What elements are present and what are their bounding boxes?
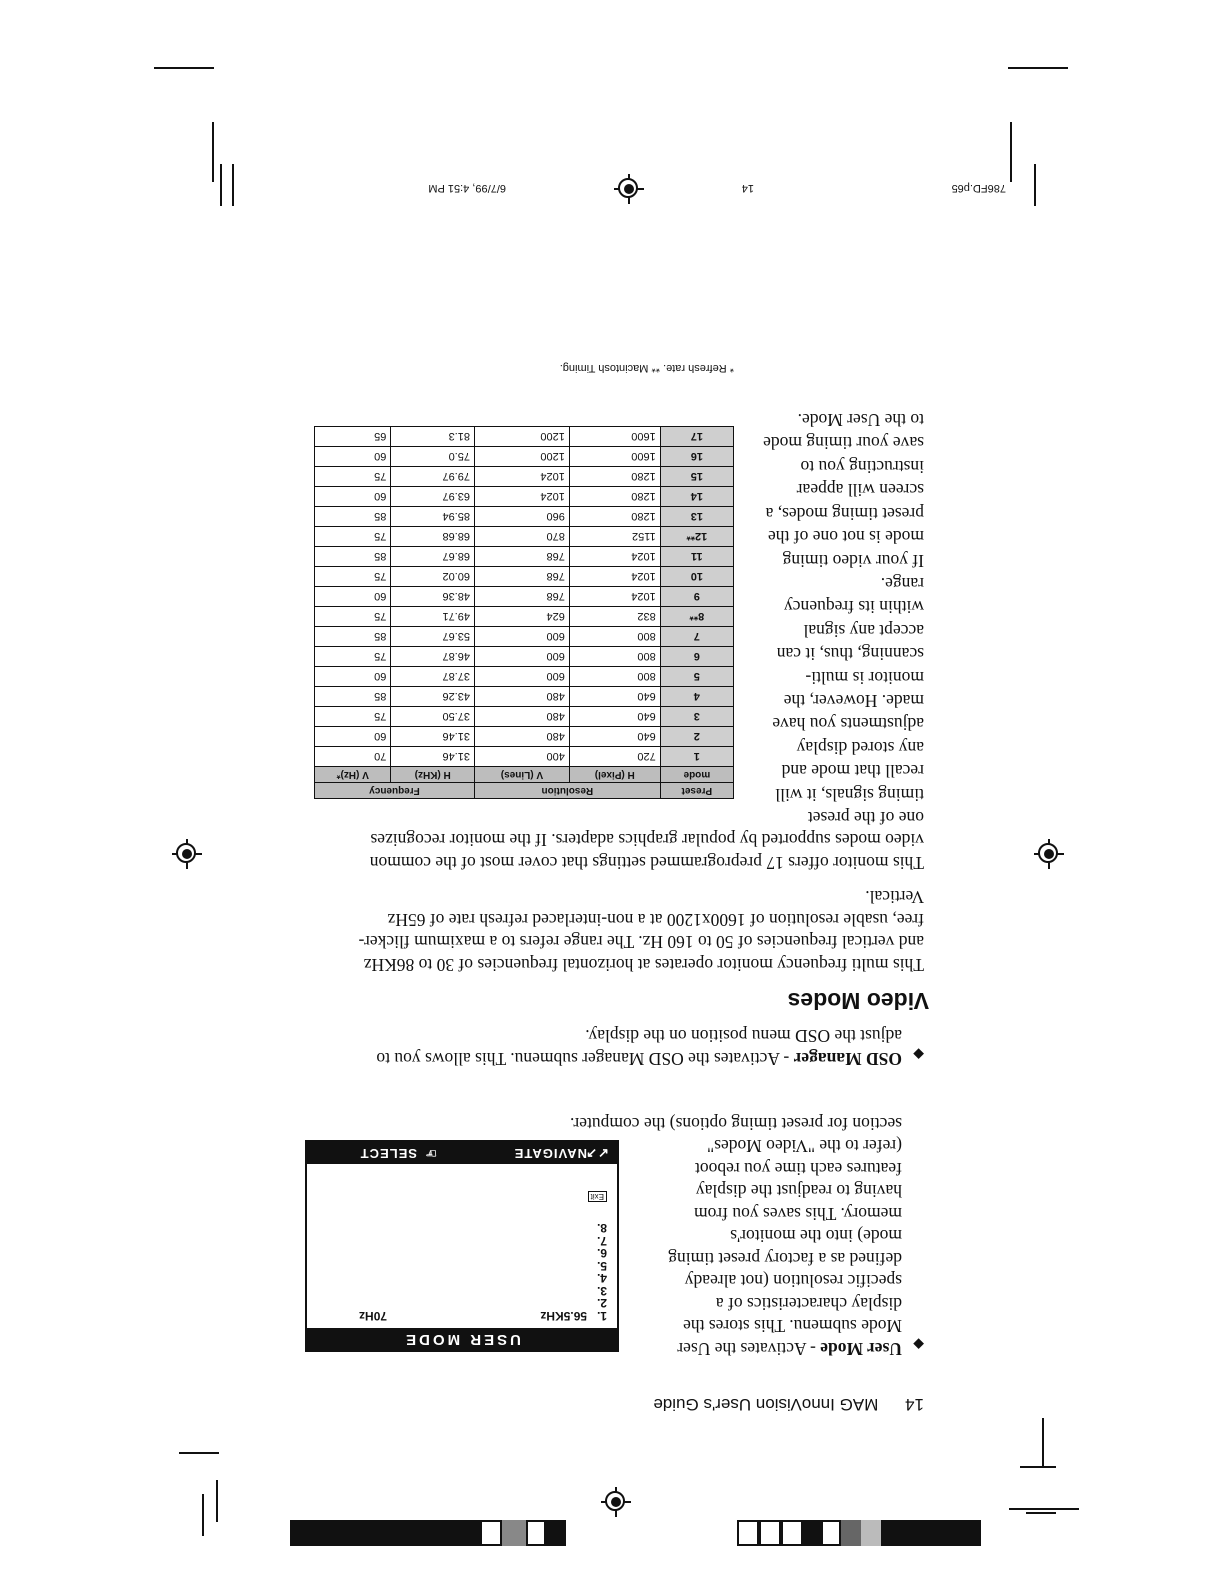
slug-timestamp: 6/7/99, 4:51 PM: [428, 182, 506, 194]
h-khz-cell: 43.26: [391, 687, 475, 707]
table-footnote: * Refresh rate. ** Macintosh Timing.: [559, 362, 734, 374]
h-pixel-cell: 800: [569, 627, 660, 647]
registration-mark-icon: [172, 839, 202, 869]
registration-mark-icon: [601, 1487, 631, 1517]
h-khz-cell: 85.94: [391, 507, 475, 527]
osd-slot[interactable]: 3.: [596, 1284, 607, 1298]
h-pixel-cell: 1280: [569, 467, 660, 487]
select-label: SELECT: [359, 1146, 417, 1161]
h-pixel-cell: 832: [569, 607, 660, 627]
h-pixel-cell: 640: [569, 707, 660, 727]
v-lines-cell: 768: [474, 587, 569, 607]
mode-cell: 2: [660, 727, 733, 747]
osd-title: USER MODE: [307, 1328, 617, 1350]
mode-cell: 6: [660, 647, 733, 667]
mode-cell: 4: [660, 687, 733, 707]
mode-cell: 13: [660, 507, 733, 527]
h-pixel-cell: 640: [569, 727, 660, 747]
mode-cell: 17: [660, 427, 733, 447]
table-row: [315, 607, 734, 627]
v-hz-cell: 75: [315, 707, 391, 727]
v-lines-cell: 1024: [474, 467, 569, 487]
h-khz-cell: 79.97: [391, 467, 475, 487]
table-row: [315, 647, 734, 667]
mode-cell: 7: [660, 627, 733, 647]
h-pixel-cell: 1024: [569, 547, 660, 567]
guide-title: MAG InnoVision User's Guide: [653, 1395, 879, 1414]
v-lines-cell: 624: [474, 607, 569, 627]
print-control-bar-right: [737, 1520, 981, 1546]
user-mode-term: User Mode: [820, 1339, 902, 1359]
h-pixel-cell: 1280: [569, 507, 660, 527]
mode-cell: 1: [660, 747, 733, 767]
h-pixel-cell: 1152: [569, 527, 660, 547]
table-row: [315, 507, 734, 527]
h-pixel-cell: 1024: [569, 567, 660, 587]
v-hz-cell: 60: [315, 447, 391, 467]
navigate-label: NAVIGATE: [513, 1146, 587, 1161]
v-lines-cell: 1024: [474, 487, 569, 507]
v-lines-cell: 600: [474, 667, 569, 687]
v-hz-cell: 60: [315, 667, 391, 687]
hpixel-column-header: H (Pixel): [569, 767, 660, 783]
v-lines-cell: 768: [474, 547, 569, 567]
h-pixel-cell: 1024: [569, 587, 660, 607]
hkhz-column-header: H (KHz): [391, 767, 475, 783]
v-lines-cell: 768: [474, 567, 569, 587]
v-lines-cell: 870: [474, 527, 569, 547]
select-hand-icon: ☞: [424, 1146, 437, 1161]
mode-cell: 8**: [660, 607, 733, 627]
osd-slot[interactable]: 7.: [596, 1234, 607, 1248]
table-row: [315, 567, 734, 587]
v-hz-cell: 70: [315, 747, 391, 767]
slug-file: 786FD.p65: [951, 182, 1006, 194]
h-pixel-cell: 1600: [569, 447, 660, 467]
registration-mark-icon: [614, 174, 644, 204]
print-control-bar-left: [290, 1520, 566, 1546]
osd-slot[interactable]: 1. 56.5KHz 70Hz: [358, 1309, 607, 1323]
osd-slot[interactable]: 4.: [596, 1271, 607, 1286]
slug-page: 14: [741, 182, 754, 194]
h-khz-cell: 68.67: [391, 547, 475, 567]
table-row: [315, 727, 734, 747]
table-row: [315, 487, 734, 507]
h-khz-cell: 46.87: [391, 647, 475, 667]
table-row: [315, 547, 734, 567]
v-lines-cell: 1200: [474, 447, 569, 467]
exit-button[interactable]: Exit: [588, 1191, 607, 1202]
table-row: [315, 447, 734, 467]
v-lines-cell: 480: [474, 727, 569, 747]
mode-cell: 16: [660, 447, 733, 467]
user-mode-osd-panel: [305, 1140, 619, 1352]
table-row: [315, 747, 734, 767]
frequency-header: Frequency: [315, 783, 475, 799]
osd-slot[interactable]: 5.: [596, 1259, 607, 1273]
osd-manager-paragraph: OSD Manager - Activates the OSD Manager submenu. This allows you to adjust the OSD menu position on the display.: [376, 1026, 902, 1069]
table-row: [315, 427, 734, 447]
bullet-icon: ◆: [913, 1336, 924, 1351]
v-hz-cell: 85: [315, 627, 391, 647]
h-khz-cell: 48.36: [391, 587, 475, 607]
h-khz-cell: 31.46: [391, 727, 475, 747]
v-lines-cell: 480: [474, 707, 569, 727]
table-row: [315, 627, 734, 647]
resolution-header: Resolution: [474, 783, 660, 799]
v-lines-cell: 960: [474, 507, 569, 527]
h-khz-cell: 31.46: [391, 747, 475, 767]
mode-column-header: mode: [660, 767, 733, 783]
h-pixel-cell: 1280: [569, 487, 660, 507]
bullet-icon: ◆: [913, 1046, 924, 1061]
h-khz-cell: 81.3: [391, 427, 475, 447]
vlines-column-header: V (Lines): [474, 767, 569, 783]
video-modes-side-text: one of the preset timing signals, it will recall that mode and any stored display adjustments you have made. However, the monitor is multi- scanning, thus, it can accept any signal within its frequency range. If your video timing mode is not one of the preset timing modes, a screen will appear instructing you to save your timing mode to the User Mode.: [763, 410, 924, 828]
v-hz-cell: 60: [315, 587, 391, 607]
table-row: [315, 667, 734, 687]
mode-cell: 10: [660, 567, 733, 587]
h-khz-cell: 75.0: [391, 447, 475, 467]
table-row: [315, 467, 734, 487]
table-row: [315, 687, 734, 707]
v-hz-cell: 60: [315, 487, 391, 507]
h-pixel-cell: 800: [569, 667, 660, 687]
table-row: [315, 587, 734, 607]
v-lines-cell: 1200: [474, 427, 569, 447]
mode-cell: 3: [660, 707, 733, 727]
h-khz-cell: 60.02: [391, 567, 475, 587]
h-pixel-cell: 1600: [569, 427, 660, 447]
h-pixel-cell: 640: [569, 687, 660, 707]
v-lines-cell: 600: [474, 627, 569, 647]
page-number: 14: [905, 1395, 924, 1414]
osd-manager-term: OSD Manager: [793, 1049, 902, 1069]
table-row: [315, 707, 734, 727]
v-hz-cell: 75: [315, 467, 391, 487]
v-hz-cell: 60: [315, 727, 391, 747]
h-khz-cell: 49.71: [391, 607, 475, 627]
h-pixel-cell: 800: [569, 647, 660, 667]
mode-cell: 14: [660, 487, 733, 507]
v-lines-cell: 480: [474, 687, 569, 707]
video-modes-heading: Video Modes: [787, 988, 929, 1014]
navigate-arrows-icon: ↙↗: [585, 1146, 609, 1161]
video-modes-intro: This multi frequency monitor operates at horizontal frequencies of 30 to 86KHz and vertical frequencies of 50 to 160 Hz. The range refers to a maximum flicker- free, usable resolution of 1600x1200 at a non-interlaced refresh rate of 65Hz Vertical.: [358, 887, 924, 975]
osd-slot[interactable]: 6.: [596, 1246, 607, 1261]
h-khz-cell: 53.67: [391, 627, 475, 647]
preset-timing-table: [314, 426, 734, 799]
vhz-column-header: V (Hz)*: [315, 767, 391, 783]
v-hz-cell: 75: [315, 567, 391, 587]
mode-cell: 11: [660, 547, 733, 567]
h-pixel-cell: 720: [569, 747, 660, 767]
table-row: [315, 527, 734, 547]
h-khz-cell: 68.68: [391, 527, 475, 547]
v-hz-cell: 75: [315, 527, 391, 547]
v-hz-cell: 75: [315, 647, 391, 667]
h-khz-cell: 37.50: [391, 707, 475, 727]
v-hz-cell: 85: [315, 687, 391, 707]
mode-cell: 12**: [660, 527, 733, 547]
h-khz-cell: 37.87: [391, 667, 475, 687]
preset-header: Preset: [660, 783, 733, 799]
v-hz-cell: 85: [315, 547, 391, 567]
registration-mark-icon: [1034, 839, 1064, 869]
osd-slot[interactable]: 2.: [596, 1296, 607, 1311]
v-hz-cell: 65: [315, 427, 391, 447]
user-mode-paragraph: User Mode - Activates the User Mode submenu. This stores the display characteristics of a specific resolution (not already defined as a factory preset timing mode) into the monitor's memory. This saves you from having to readjust the display features each time you reboot (refer to the "Video Modes" section for preset timing options) the computer.: [570, 1114, 902, 1359]
osd-footer: [307, 1142, 617, 1164]
v-lines-cell: 600: [474, 647, 569, 667]
mode-cell: 9: [660, 587, 733, 607]
osd-slot[interactable]: 8.: [596, 1221, 607, 1236]
v-lines-cell: 400: [474, 747, 569, 767]
mode-cell: 15: [660, 467, 733, 487]
mode-cell: 5: [660, 667, 733, 687]
h-khz-cell: 63.97: [391, 487, 475, 507]
video-modes-para2: This monitor offers 17 preprogrammed settings that cover most of the common video modes supported by popular graphics adapters. If the monitor recognizes: [369, 830, 924, 873]
v-hz-cell: 75: [315, 607, 391, 627]
v-hz-cell: 85: [315, 507, 391, 527]
